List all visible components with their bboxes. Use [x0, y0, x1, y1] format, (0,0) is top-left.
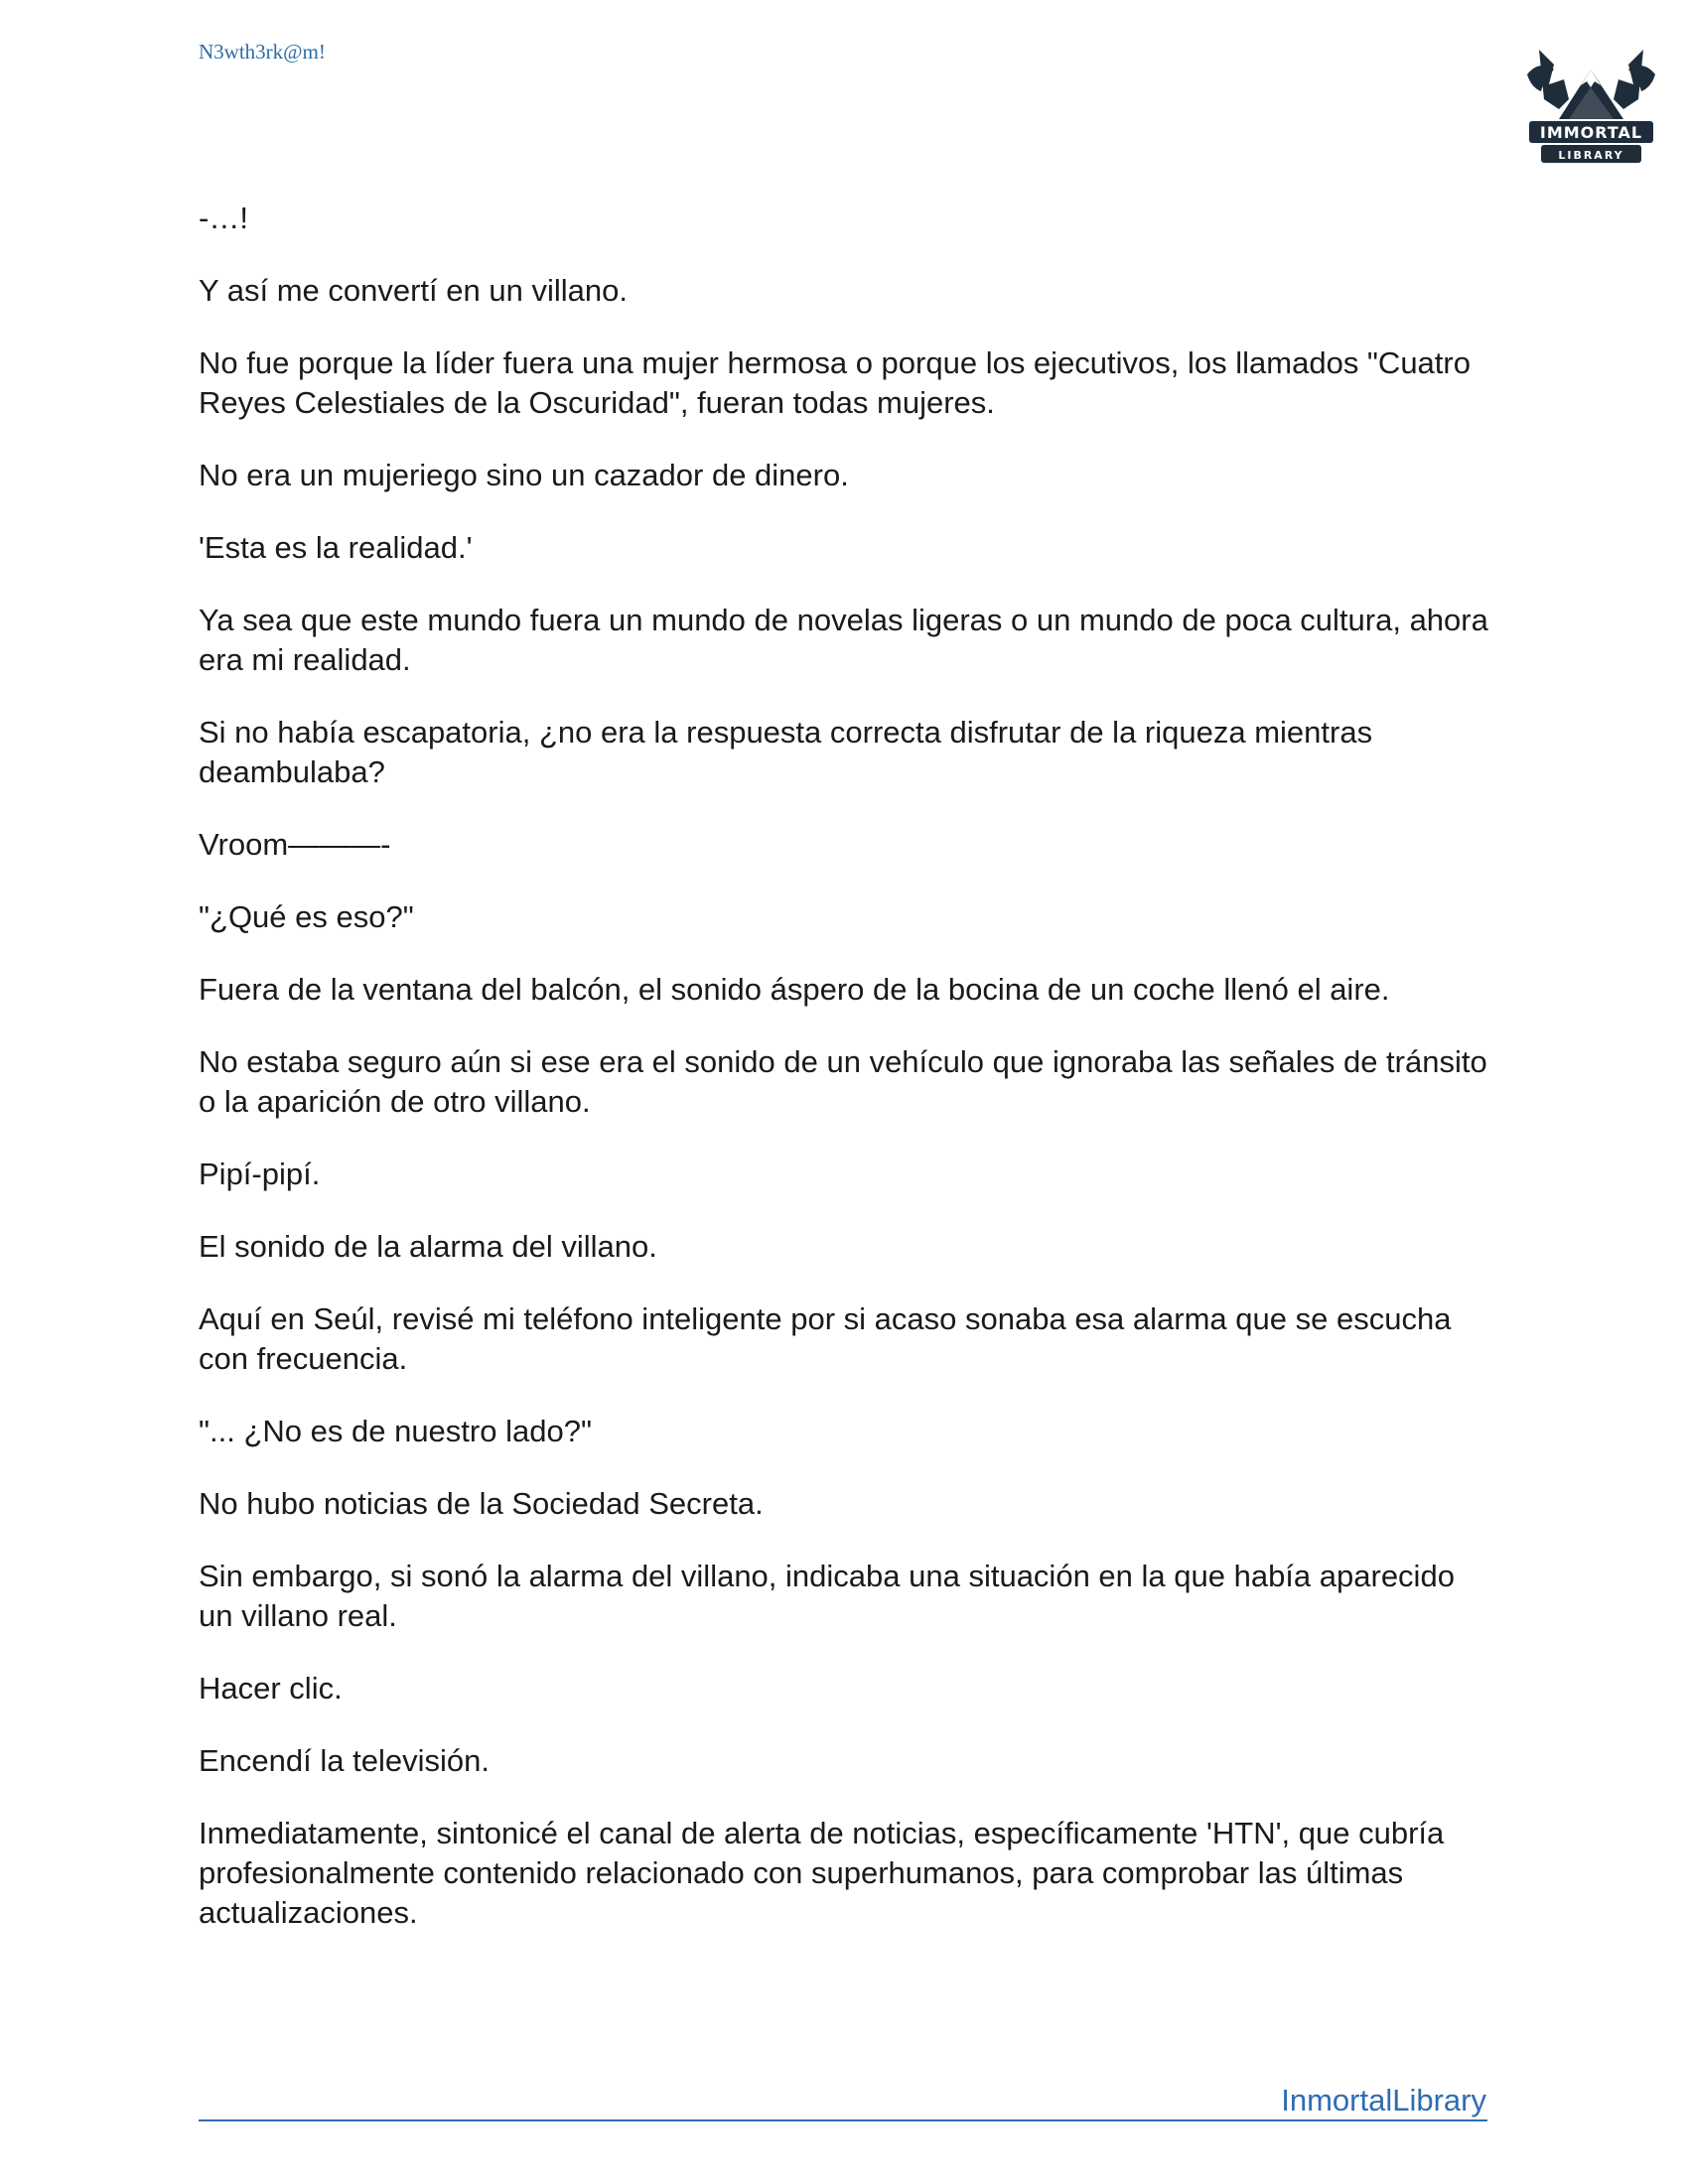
- logo-subtitle-text: LIBRARY: [1558, 149, 1624, 162]
- paragraph: Inmediatamente, sintonicé el canal de alerta de noticias, específicamente 'HTN', que cubría profesionalmente contenido relacionado con superhumanos, para comprobar las últimas actualizaciones.: [199, 1816, 1453, 1930]
- header-watermark-tag: N3wth3rk@m!: [199, 40, 326, 64]
- paragraph: El sonido de la alarma del villano.: [199, 1229, 657, 1264]
- logo-title-text: IMMORTAL: [1539, 123, 1643, 142]
- paragraph: Ya sea que este mundo fuera un mundo de novelas ligeras o un mundo de poca cultura, ahora era mi realidad.: [199, 603, 1497, 677]
- paragraph: No estaba seguro aún si ese era el sonido de un vehículo que ignoraba las señales de tránsito o la aparición de otro villano.: [199, 1044, 1496, 1119]
- paragraph: Pipí-pipí.: [199, 1157, 321, 1191]
- paragraph: Y así me convertí en un villano.: [199, 273, 628, 308]
- footer-underline-rule: [199, 2119, 1487, 2121]
- paragraph: Fuera de la ventana del balcón, el sonido áspero de la bocina de un coche llenó el aire.: [199, 972, 1390, 1007]
- footer-site-link[interactable]: InmortalLibrary: [1281, 2083, 1486, 2117]
- paragraph: "... ¿No es de nuestro lado?": [199, 1414, 592, 1448]
- paragraph: 'Esta es la realidad.': [199, 530, 473, 565]
- paragraph: Vroom———-: [199, 827, 391, 862]
- paragraph: "¿Qué es eso?": [199, 899, 414, 934]
- chapter-body: [199, 199, 1497, 1966]
- paragraph: No era un mujeriego sino un cazador de dinero.: [199, 458, 849, 492]
- paragraph: Aquí en Seúl, revisé mi teléfono inteligente por si acaso sonaba esa alarma que se escucha con frecuencia.: [199, 1301, 1461, 1376]
- paragraph: Si no había escapatoria, ¿no era la respuesta correcta disfrutar de la riqueza mientras deambulaba?: [199, 715, 1381, 789]
- dragon-mountain-emblem-icon: [1519, 30, 1663, 174]
- paragraph: Sin embargo, si sonó la alarma del villano, indicaba una situación en la que había aparecido un villano real.: [199, 1559, 1464, 1633]
- paragraph: Hacer clic.: [199, 1671, 343, 1706]
- paragraph: Encendí la televisión.: [199, 1743, 490, 1778]
- paragraph: No hubo noticias de la Sociedad Secreta.: [199, 1486, 764, 1521]
- paragraph: No fue porque la líder fuera una mujer hermosa o porque los ejecutivos, los llamados "Cuatro Reyes Celestiales de la Oscuridad", fueran todas mujeres.: [199, 345, 1479, 420]
- immortal-library-logo: [1519, 30, 1663, 174]
- paragraph: -…!: [199, 201, 248, 235]
